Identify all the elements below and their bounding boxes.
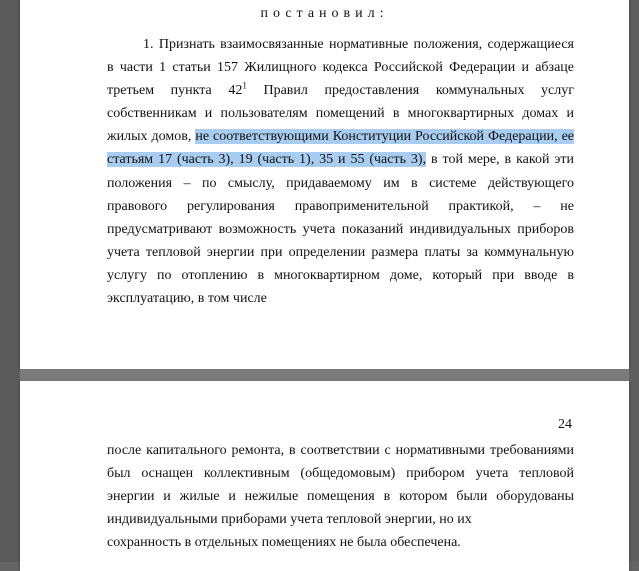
paragraph-last-line[interactable]: сохранность в отдельных помещениях не была обеспечена. — [107, 535, 461, 551]
viewer-right-edge — [629, 0, 639, 562]
superscript-marker: 1 — [242, 80, 247, 91]
resolution-paragraph[interactable] — [107, 33, 574, 310]
text-selection-highlight[interactable]: не соответствующими Конституции Российской Федерации, ее статьям 17 (часть 3), 19 (часть 1), 35 и 55 (часть 3), — [107, 129, 574, 168]
viewer-left-edge — [0, 0, 20, 562]
paragraph-text-end[interactable]: в той мере, в какой эти положения – по смыслу, придаваемому им в системе действующего правового регулирования правоприменительной практикой, – не предусматривают возможность учета показаний индивидуальных приборов учета тепловой энергии при определении размера платы за коммунальную услугу по отоплению в многоквартирном доме, который при вводе в эксплуатацию, в том числе — [107, 152, 574, 307]
paragraph-text-middle[interactable]: Правил предоставления коммунальных услуг собственникам и пользователям помещений в многоквартирных домах и жилых домов, — [107, 83, 574, 145]
paragraph-number: 1. — [143, 37, 154, 52]
document-page — [20, 381, 629, 571]
continued-paragraph[interactable] — [107, 439, 574, 554]
page-number: 24 — [558, 417, 572, 432]
section-heading: постановил: — [260, 6, 389, 21]
page-gap — [20, 369, 629, 381]
paragraph-text-start[interactable]: Признать взаимосвязанные нормативные положения, содержащиеся в части 1 статьи 157 Жилищного кодекса Российской Федерации и абзаце третьем пункта 42 — [107, 37, 574, 99]
document-page — [20, 0, 629, 369]
paragraph-text[interactable]: после капитального ремонта, в соответствии с нормативными требованиями был оснащен коллективным (общедомовым) прибором учета тепловой энергии и жилые и нежилые помещения в котором были оборудованы индивидуальными приборами учета тепловой энергии, но их — [107, 443, 574, 528]
